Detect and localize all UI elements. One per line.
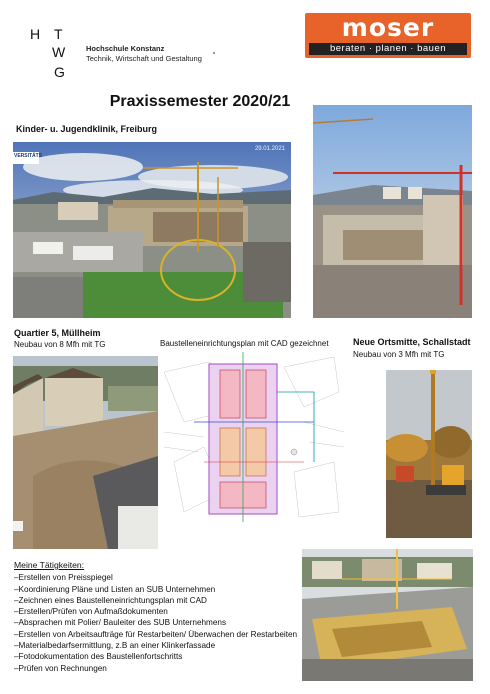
photo-kinderklinik-crane [313,105,472,318]
project2-name: Quartier 5, Müllheim [14,328,101,338]
page-title: Praxissemester 2020/21 [109,93,291,110]
htwg-wordmark [86,44,202,64]
project3-name: Neue Ortsmitte, Schallstadt [353,337,471,347]
task-item: –Koordinierung Pläne und Listen an SUB Unternehmen [14,584,216,594]
tasks-heading: Meine Tätigkeiten: [14,560,85,570]
task-item: –Erstellen von Arbeitsaufträge für Restarbeiten/ Überwachen der Restarbeiten [14,629,298,639]
task-item: –Erstellen/Prüfen von Aufmaßdokumenten [14,607,168,617]
htwg-letter-t: T [54,26,63,42]
task-item: –Absprachen mit Polier/ Bauleiter des SUB Unternehmens [14,618,227,628]
decorative-dot [213,52,215,54]
photo-klinkerfassade-site [302,549,473,681]
moser-logo [305,13,471,58]
htwg-logo [30,26,70,82]
project1-name: Kinder- u. Jugendklinik, Freiburg [16,124,158,134]
htwg-tagline: Technik, Wirtschaft und Gestaltung [86,54,202,63]
photo-timestamp: 29.01.2021 [254,146,285,152]
task-item: –Prüfen von Rechnungen [14,663,107,673]
site-plan-drawing [164,352,344,522]
photo-schallstadt-drill [386,370,472,538]
photo-quartier5-site [13,356,158,549]
task-item: –Materialbedarfsermittlung, z.B an einer Klinkerfassade [14,641,216,651]
tasks-list [14,572,299,674]
task-item: –Zeichnen eines Baustelleneinrichtungsplan mit CAD [14,595,207,605]
htwg-name: Hochschule Konstanz [86,44,165,53]
htwg-letter-g: G [54,64,65,80]
htwg-letter-h: H [30,26,41,42]
photo-kinderklinik-site [13,142,291,318]
photo-sign-text: VERSITÄTS [14,153,43,159]
project3-subtitle: Neubau von 3 Mfh mit TG [353,350,445,359]
site-plan-caption: Baustelleneinrichtungsplan mit CAD gezeichnet [160,339,329,348]
project2-subtitle: Neubau von 8 Mfh mit TG [14,340,106,349]
htwg-letter-w: W [52,44,66,60]
moser-brand: moser [341,13,435,42]
task-item: –Erstellen von Preisspiegel [14,573,113,583]
moser-tagline: beraten · planen · bauen [309,43,467,55]
task-item: –Fotodokumentation des Baustellenfortschritts [14,652,183,662]
tasks-section [14,560,299,674]
